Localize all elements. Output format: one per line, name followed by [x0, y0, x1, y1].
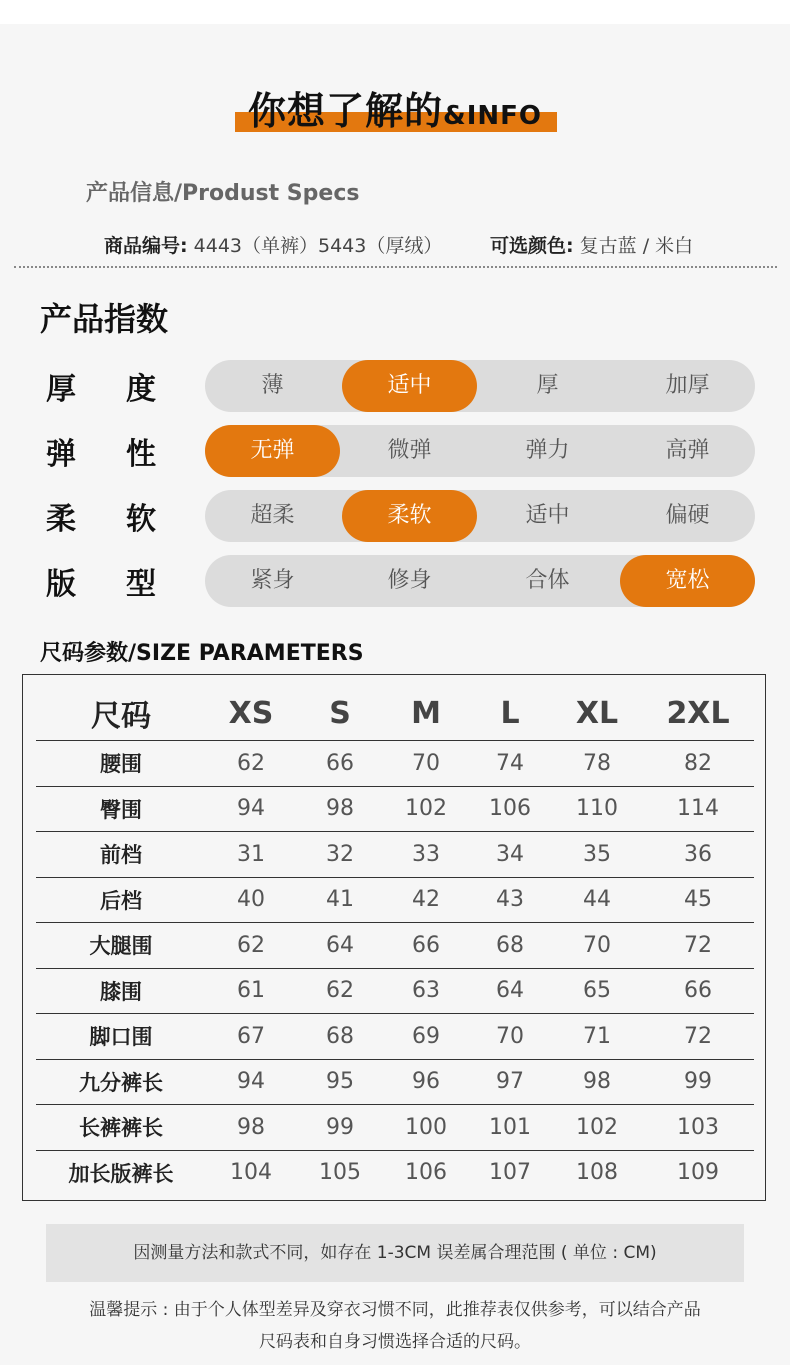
measurement-name: 九分裤长	[36, 1059, 206, 1105]
measure-note: 因测量方法和款式不同，如存在 1-3CM 误差属合理范围 ( 单位 : CM)	[46, 1224, 744, 1282]
index-label-char: 性	[126, 437, 156, 472]
size-header: XL	[552, 686, 642, 741]
measurement-value: 100	[384, 1105, 468, 1151]
size-table	[36, 686, 754, 1195]
measurement-value: 62	[296, 968, 384, 1014]
measurement-value: 82	[642, 741, 754, 787]
measurement-name: 臀围	[36, 786, 206, 832]
index-scale	[205, 490, 755, 542]
measurement-value: 42	[384, 877, 468, 923]
size-table-title: 尺码参数/SIZE PARAMETERS	[40, 641, 364, 666]
table-row	[36, 1105, 754, 1151]
index-row	[0, 425, 790, 477]
measurement-value: 102	[552, 1105, 642, 1151]
index-option: 适中	[525, 503, 570, 528]
size-header: S	[296, 686, 384, 741]
measurement-name: 膝围	[36, 968, 206, 1014]
index-option: 紧身	[250, 568, 295, 593]
index-scale	[205, 425, 755, 477]
tip-text	[0, 1294, 790, 1358]
index-row-label	[46, 559, 156, 603]
measurement-value: 78	[552, 741, 642, 787]
measurement-value: 108	[576, 1160, 618, 1186]
measurement-value: 70	[552, 923, 642, 969]
index-row-label	[46, 494, 156, 538]
product-code-label: 商品编号:	[104, 235, 188, 257]
measurement-name: 加长版裤长	[68, 1161, 174, 1186]
index-option-selected: 宽松	[620, 555, 755, 607]
measurement-name: 脚口围	[36, 1014, 206, 1060]
product-colors	[490, 231, 693, 258]
measurement-value: 68	[468, 923, 552, 969]
measurement-value: 95	[296, 1059, 384, 1105]
measurement-value: 64	[296, 923, 384, 969]
measurement-value: 98	[296, 786, 384, 832]
index-label-char: 度	[126, 372, 156, 407]
index-option: 修身	[387, 568, 432, 593]
size-table-header	[36, 686, 754, 741]
measurement-value: 62	[206, 741, 296, 787]
index-option-selected: 无弹	[205, 425, 340, 477]
measurement-name: 后档	[36, 877, 206, 923]
table-row	[36, 1059, 754, 1105]
measurement-value: 96	[384, 1059, 468, 1105]
index-option: 高弹	[665, 438, 710, 463]
index-option: 超柔	[250, 503, 295, 528]
measurement-value: 98	[206, 1105, 296, 1151]
product-code	[104, 231, 442, 258]
table-row	[36, 923, 754, 969]
title-cn: 你想了解的	[248, 89, 444, 133]
measurement-value: 99	[296, 1105, 384, 1151]
measurement-value: 106	[405, 1160, 447, 1186]
measurement-value: 107	[489, 1160, 531, 1186]
index-label-char: 版	[46, 567, 76, 602]
index-option: 偏硬	[665, 503, 710, 528]
measurement-value: 41	[296, 877, 384, 923]
tip-line-2: 尺码表和自身习惯选择合适的尺码。	[259, 1332, 531, 1352]
table-row	[36, 832, 754, 878]
measurement-name: 长裤裤长	[36, 1105, 206, 1151]
index-label-char: 软	[126, 502, 156, 537]
measurement-value: 44	[552, 877, 642, 923]
measurement-value: 101	[468, 1105, 552, 1151]
measurement-value: 40	[206, 877, 296, 923]
measurement-value: 103	[642, 1105, 754, 1151]
measurement-value: 34	[468, 832, 552, 878]
measurement-value: 65	[552, 968, 642, 1014]
table-row	[36, 786, 754, 832]
measurement-name: 前档	[36, 832, 206, 878]
measurement-value: 94	[206, 786, 296, 832]
measurement-value: 66	[384, 923, 468, 969]
index-label-char: 厚	[46, 372, 76, 407]
measurement-value: 32	[296, 832, 384, 878]
measurement-value: 106	[468, 786, 552, 832]
index-option-selected: 柔软	[342, 490, 477, 542]
measurement-value: 70	[468, 1014, 552, 1060]
measurement-value: 110	[552, 786, 642, 832]
index-label-char: 柔	[46, 502, 76, 537]
size-header: M	[384, 686, 468, 741]
size-table-body	[36, 741, 754, 1196]
index-option: 厚	[536, 373, 559, 398]
product-info-label: 产品信息/Produst Specs	[86, 181, 360, 206]
table-row	[36, 968, 754, 1014]
table-row	[36, 877, 754, 923]
title-en: &INFO	[443, 101, 542, 131]
index-option: 微弹	[387, 438, 432, 463]
index-label-char: 弹	[46, 437, 76, 472]
measurement-value: 105	[319, 1160, 361, 1186]
dotted-divider	[14, 266, 777, 268]
index-scale	[205, 360, 755, 412]
measurement-value: 94	[206, 1059, 296, 1105]
measurement-value: 67	[206, 1014, 296, 1060]
table-row	[36, 1150, 754, 1195]
index-label-char: 型	[126, 567, 156, 602]
measurement-value: 66	[296, 741, 384, 787]
tip-line-1: 温馨提示 : 由于个人体型差异及穿衣习惯不同，此推荐表仅供参考，可以结合产品	[89, 1300, 701, 1320]
measurement-value: 68	[296, 1014, 384, 1060]
measurement-value: 69	[384, 1014, 468, 1060]
size-header-label: 尺码	[36, 686, 206, 741]
index-row-label	[46, 364, 156, 408]
measurement-value: 64	[468, 968, 552, 1014]
measurement-value: 70	[384, 741, 468, 787]
measurement-value: 43	[468, 877, 552, 923]
index-option: 加厚	[665, 373, 710, 398]
index-title: 产品指数	[40, 300, 169, 338]
measurement-value: 102	[384, 786, 468, 832]
index-option: 弹力	[525, 438, 570, 463]
measurement-value: 61	[206, 968, 296, 1014]
measurement-name: 腰围	[36, 741, 206, 787]
page-header	[0, 78, 790, 138]
measurement-value: 35	[552, 832, 642, 878]
table-row	[36, 1014, 754, 1060]
index-row	[0, 360, 790, 412]
measurement-value: 72	[642, 923, 754, 969]
measurement-value: 33	[384, 832, 468, 878]
size-header: 2XL	[642, 686, 754, 741]
measurement-value: 72	[642, 1014, 754, 1060]
measurement-value: 66	[642, 968, 754, 1014]
measurement-value: 114	[642, 786, 754, 832]
index-row	[0, 555, 790, 607]
measurement-value: 71	[552, 1014, 642, 1060]
measurement-value: 45	[642, 877, 754, 923]
index-option-selected: 适中	[342, 360, 477, 412]
measurement-value: 98	[552, 1059, 642, 1105]
top-strip	[0, 0, 790, 24]
index-row	[0, 490, 790, 542]
measurement-value: 63	[384, 968, 468, 1014]
index-row-label	[46, 429, 156, 473]
measurement-value: 99	[642, 1059, 754, 1105]
product-code-value: 4443（单裤）5443（厚绒）	[193, 235, 443, 257]
product-color-value: 复古蓝 / 米白	[579, 235, 694, 257]
page-title	[0, 80, 790, 135]
size-header: XS	[206, 686, 296, 741]
measurement-value: 97	[468, 1059, 552, 1105]
index-option: 薄	[261, 373, 284, 398]
measurement-value: 31	[206, 832, 296, 878]
index-scale	[205, 555, 755, 607]
measurement-value: 104	[230, 1160, 272, 1186]
measurement-value: 62	[206, 923, 296, 969]
measurement-value: 36	[642, 832, 754, 878]
measurement-name: 大腿围	[36, 923, 206, 969]
measurement-value: 109	[677, 1160, 719, 1186]
measurement-value: 74	[468, 741, 552, 787]
index-option: 合体	[525, 568, 570, 593]
table-row	[36, 741, 754, 787]
product-color-label: 可选颜色:	[490, 235, 574, 257]
size-header: L	[468, 686, 552, 741]
